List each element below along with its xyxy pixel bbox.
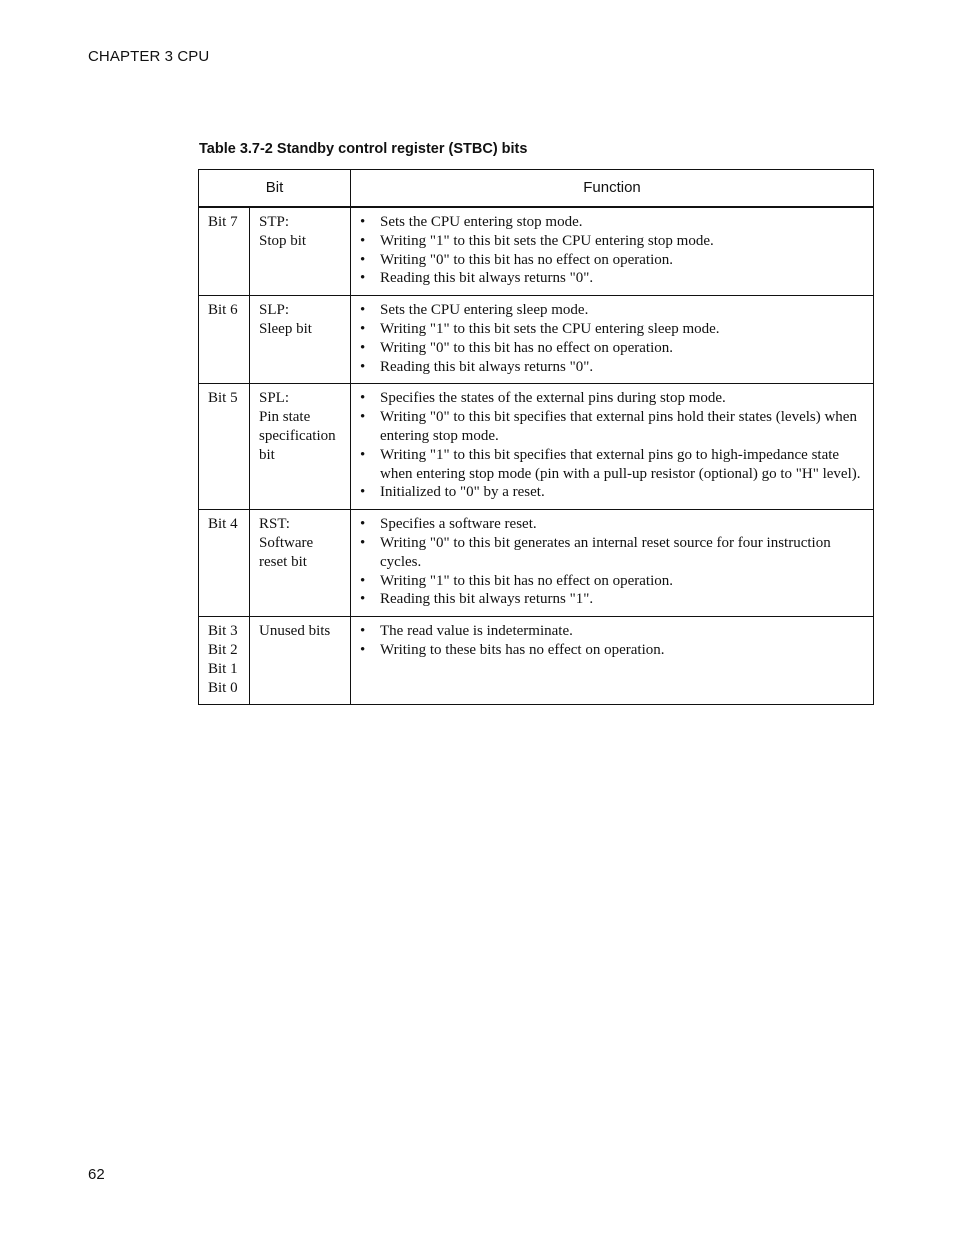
bit-number-cell (199, 207, 250, 296)
function-list (359, 515, 863, 609)
bit-number: Bit 1 (208, 660, 238, 677)
bit-number-cell (199, 384, 250, 510)
function-list (359, 622, 863, 660)
function-item: • Specifies the states of the external pins during stop mode. (359, 389, 863, 408)
function-item: • Reading this bit always returns "1". (359, 590, 863, 609)
bit-number: Bit 7 (208, 214, 238, 230)
function-item: • Reading this bit always returns "0". (359, 358, 863, 377)
bit-name-line: bit (259, 446, 275, 463)
bit-name-line: RST: (259, 516, 290, 533)
function-item: • Specifies a software reset. (359, 515, 863, 534)
bit-name-cell (250, 510, 351, 617)
bit-number: Bit 2 (208, 641, 238, 658)
bit-name-line: STP: (259, 214, 290, 230)
bit-name-line: Stop bit (259, 232, 307, 249)
function-item: • Writing "1" to this bit sets the CPU entering stop mode. (359, 232, 863, 251)
bit-number: Bit 3 (208, 623, 238, 640)
table-row (199, 510, 874, 617)
bit-name-line: SLP: (259, 302, 290, 319)
bit-number: Bit 6 (208, 302, 238, 319)
page-number: 62 (88, 1166, 105, 1183)
function-item: • The read value is indeterminate. (359, 622, 863, 641)
bit-name-cell (250, 207, 351, 296)
table-header (199, 170, 874, 208)
bit-number-cell (199, 617, 250, 705)
table-caption: Table 3.7-2 Standby control register (STBC) bits (199, 141, 528, 157)
function-item: • Writing "1" to this bit has no effect on operation. (359, 572, 863, 591)
function-item: • Initialized to "0" by a reset. (359, 483, 863, 502)
function-item: • Sets the CPU entering stop mode. (359, 213, 863, 232)
bit-name-cell (250, 617, 351, 705)
function-item: • Sets the CPU entering sleep mode. (359, 301, 863, 320)
table-header-row (199, 170, 874, 208)
bit-name-line: SPL: (259, 390, 290, 407)
function-cell (351, 510, 874, 617)
function-item: • Writing "0" to this bit generates an internal reset source for four instruction cycles. (359, 534, 863, 572)
bit-name-line: Unused bits (259, 623, 331, 640)
column-header-bit: Bit (199, 170, 351, 208)
bit-number: Bit 4 (208, 516, 238, 533)
function-item: • Writing "0" to this bit has no effect on operation. (359, 339, 863, 358)
running-header: CHAPTER 3 CPU (88, 48, 210, 65)
bit-name-cell (250, 296, 351, 384)
function-cell (351, 384, 874, 510)
table-row (199, 384, 874, 510)
function-item: • Writing "0" to this bit has no effect on operation. (359, 251, 863, 270)
table-row (199, 617, 874, 705)
bit-name-line: reset bit (259, 553, 307, 570)
function-list (359, 301, 863, 376)
bit-name-cell (250, 384, 351, 510)
bit-number: Bit 0 (208, 679, 238, 696)
function-cell (351, 296, 874, 384)
function-list (359, 389, 863, 502)
table-row (199, 207, 874, 296)
bit-name-line: Software (259, 534, 314, 551)
function-cell (351, 617, 874, 705)
function-item: • Reading this bit always returns "0". (359, 269, 863, 288)
function-cell (351, 207, 874, 296)
bit-number-cell (199, 296, 250, 384)
bit-number: Bit 5 (208, 390, 238, 407)
function-item: • Writing "1" to this bit specifies that external pins go to high-impedance state when entering stop mode (pin with a pull-up resistor (optional) go to "H" level). (359, 446, 863, 484)
bit-name-line: Pin state (259, 409, 311, 426)
bit-name-line: specification (259, 427, 336, 444)
column-header-function: Function (351, 170, 874, 208)
function-item: • Writing "0" to this bit specifies that external pins hold their states (levels) when entering stop mode. (359, 408, 863, 446)
function-list (359, 213, 863, 288)
function-item: • Writing "1" to this bit sets the CPU entering sleep mode. (359, 320, 863, 339)
bit-number-cell (199, 510, 250, 617)
bit-name-line: Sleep bit (259, 320, 312, 337)
stbc-bits-table (198, 169, 874, 705)
table-row (199, 296, 874, 384)
function-item: • Writing to these bits has no effect on operation. (359, 641, 863, 660)
